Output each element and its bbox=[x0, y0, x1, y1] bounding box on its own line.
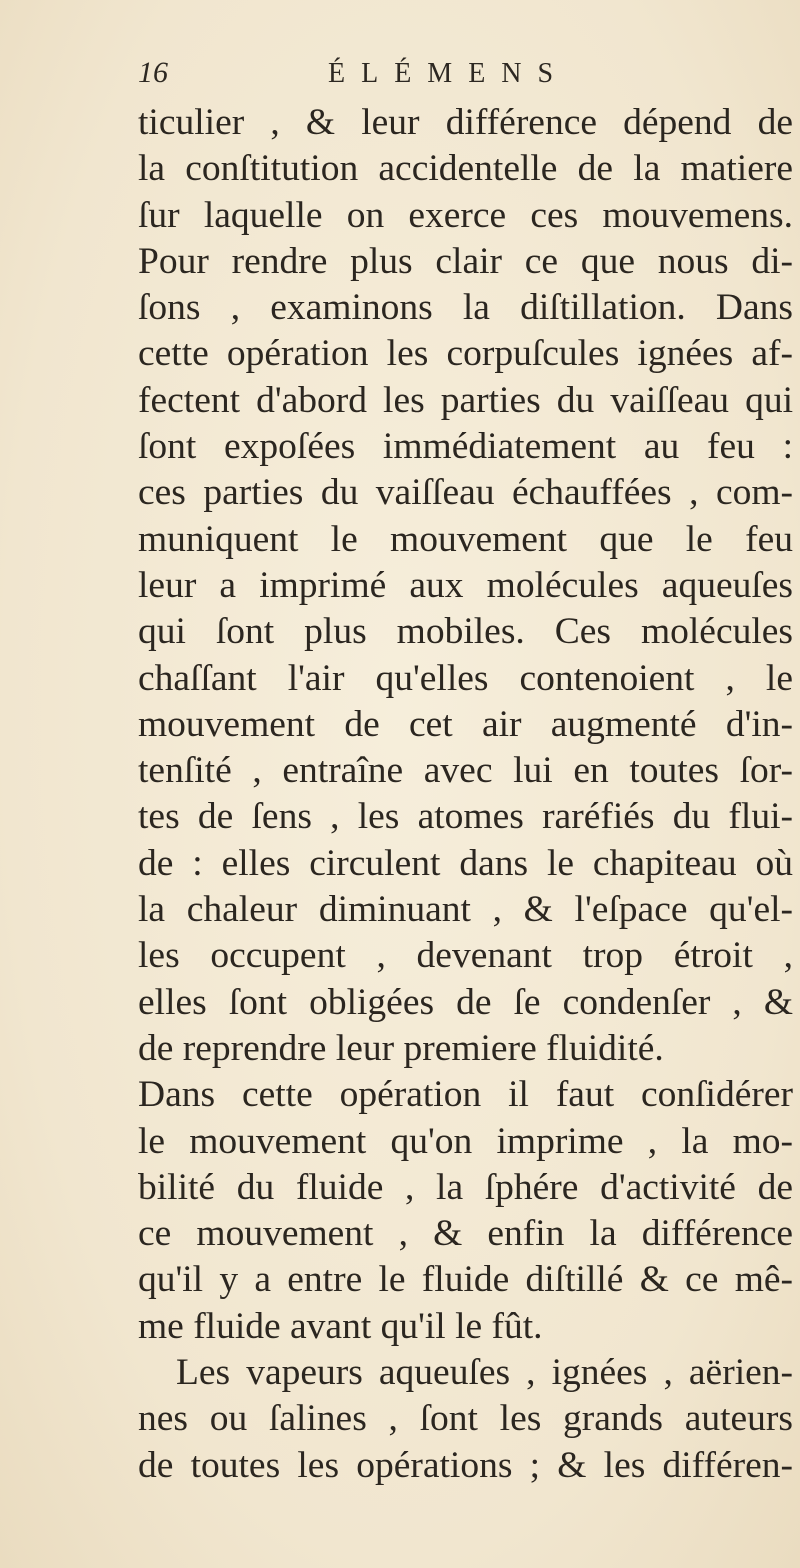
text-line: qui ſont plus mobiles. Ces molécules bbox=[138, 611, 793, 653]
text-line: mouvement de cet air augmenté d'in- bbox=[138, 703, 793, 745]
running-title: ÉLÉMENS bbox=[328, 58, 570, 89]
text-line: de toutes les opérations ; & les différen- bbox=[138, 1444, 793, 1486]
text-line: tenſité , entraîne avec lui en toutes ſor- bbox=[138, 750, 793, 792]
text-line: la conſtitution accidentelle de la matiere bbox=[138, 148, 793, 190]
text-line: qu'il y a entre le fluide diſtillé & ce mê- bbox=[138, 1259, 793, 1301]
text-line: Dans cette opération il faut conſidérer bbox=[138, 1074, 793, 1116]
running-head bbox=[138, 56, 658, 96]
text-line: le mouvement qu'on imprime , la mo- bbox=[138, 1120, 793, 1162]
text-line: chaſſant l'air qu'elles contenoient , le bbox=[138, 657, 793, 699]
text-line: de : elles circulent dans le chapiteau où bbox=[138, 842, 793, 884]
text-line: la chaleur diminuant , & l'eſpace qu'el- bbox=[138, 889, 793, 931]
text-line: les occupent , devenant trop étroit , bbox=[138, 935, 793, 977]
text-line: ſont expoſées immédiatement au feu : bbox=[138, 426, 793, 468]
text-line: fectent d'abord les parties du vaiſſeau qui bbox=[138, 379, 793, 421]
text-line: ticulier , & leur différence dépend de bbox=[138, 102, 793, 143]
paragraph-first-line: Les vapeurs aqueuſes , ignées , aërien- bbox=[176, 1352, 793, 1394]
text-line: ſur laquelle on exerce ces mouvemens. bbox=[138, 194, 793, 236]
text-line: bilité du fluide , la ſphére d'activité de bbox=[138, 1166, 793, 1208]
text-line: elles ſont obligées de ſe condenſer , & bbox=[138, 981, 793, 1023]
text-line: ce mouvement , & enfin la différence bbox=[138, 1213, 793, 1255]
body-text bbox=[138, 100, 798, 1489]
text-line: de reprendre leur premiere fluidité. bbox=[138, 1027, 664, 1069]
text-line: Pour rendre plus clair ce que nous di- bbox=[138, 240, 793, 282]
text-line: ces parties du vaiſſeau échauffées , com- bbox=[138, 472, 793, 514]
text-line: tes de ſens , les atomes raréfiés du flui- bbox=[138, 796, 793, 838]
text-line: muniquent le mouvement que le feu bbox=[138, 518, 793, 560]
text-line: leur a imprimé aux molécules aqueuſes bbox=[138, 564, 793, 606]
text-line: ſons , examinons la diſtillation. Dans bbox=[138, 287, 793, 329]
page-number: 16 bbox=[138, 56, 168, 89]
text-line: me fluide avant qu'il le fût. bbox=[138, 1305, 543, 1347]
text-line: nes ou ſalines , ſont les grands auteurs bbox=[138, 1398, 793, 1440]
text-line: cette opération les corpuſcules ignées af- bbox=[138, 333, 793, 375]
